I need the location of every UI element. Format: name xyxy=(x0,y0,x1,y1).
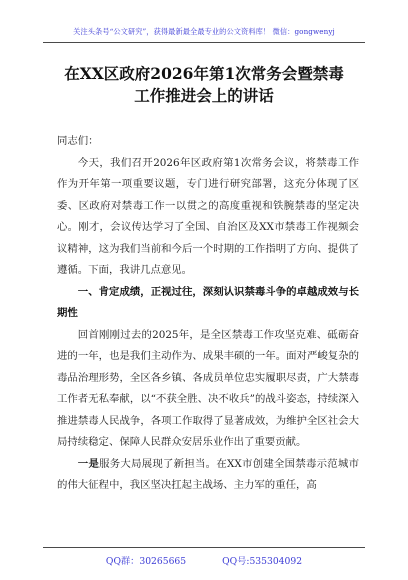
footer-qq-number: QQ号:535304092 xyxy=(222,556,303,567)
salutation: 同志们： xyxy=(57,135,99,147)
subpoint-paragraph xyxy=(57,454,359,497)
title-line-2: 工作推进会上的讲话 xyxy=(134,86,274,105)
subpoint-lead: 一是 xyxy=(77,457,100,470)
opening-paragraph: 今天，我们召开2026年区政府第1次常务会议，将禁毒工作作为开年第一项重要议题，专门进行研究部署，这充分体现了区委、区政府对禁毒工作一以贯之的高度重视和铁腕禁毒的坚定决心。刚才，会议传达学习了全国、自治区及XX市禁毒工作视频会议精神，这为我们当前和今后一个时期的工作指明了方向、提供了遵循。下面，我讲几点意见。 xyxy=(57,156,359,276)
document-body xyxy=(57,131,359,497)
subpoint-text: 服务大局展现了新担当。在XX市创建全国禁毒示范城市的伟大征程中，我区坚决扛起主战场、主力军的重任，高 xyxy=(57,457,359,491)
section-1-paragraph: 回首刚刚过去的2025年，是全区禁毒工作攻坚克难、砥砺奋进的一年，也是我们主动作为、成果丰硕的一年。面对严峻复杂的毒品治理形势，全区各乡镇、各成员单位忠实履职尽责，广大禁毒工作者无私奉献，以“不获全胜、决不收兵”的战斗姿态，持续深入推进禁毒人民战争，各项工作取得了显著成效，为维护全区社会大局持续稳定、保障人民群众安居乐业作出了重要贡献。 xyxy=(57,328,359,448)
document-title xyxy=(20,63,388,107)
footer-divider xyxy=(43,547,365,548)
section-heading-1: 一、肯定成绩，正视过往，深刻认识禁毒斗争的卓越成效与长期性 xyxy=(57,285,359,319)
footer-contact xyxy=(0,553,408,567)
footer-qq-group: QQ群：30265665 xyxy=(105,556,187,567)
header-banner: 关注头条号“公文研究”，获得最新最全最专业的公文资料库！ 微信：gongwenyj xyxy=(73,27,335,36)
title-line-1: 在XX区政府2026年第1次常务会暨禁毒 xyxy=(64,64,344,83)
header-divider xyxy=(43,42,365,43)
